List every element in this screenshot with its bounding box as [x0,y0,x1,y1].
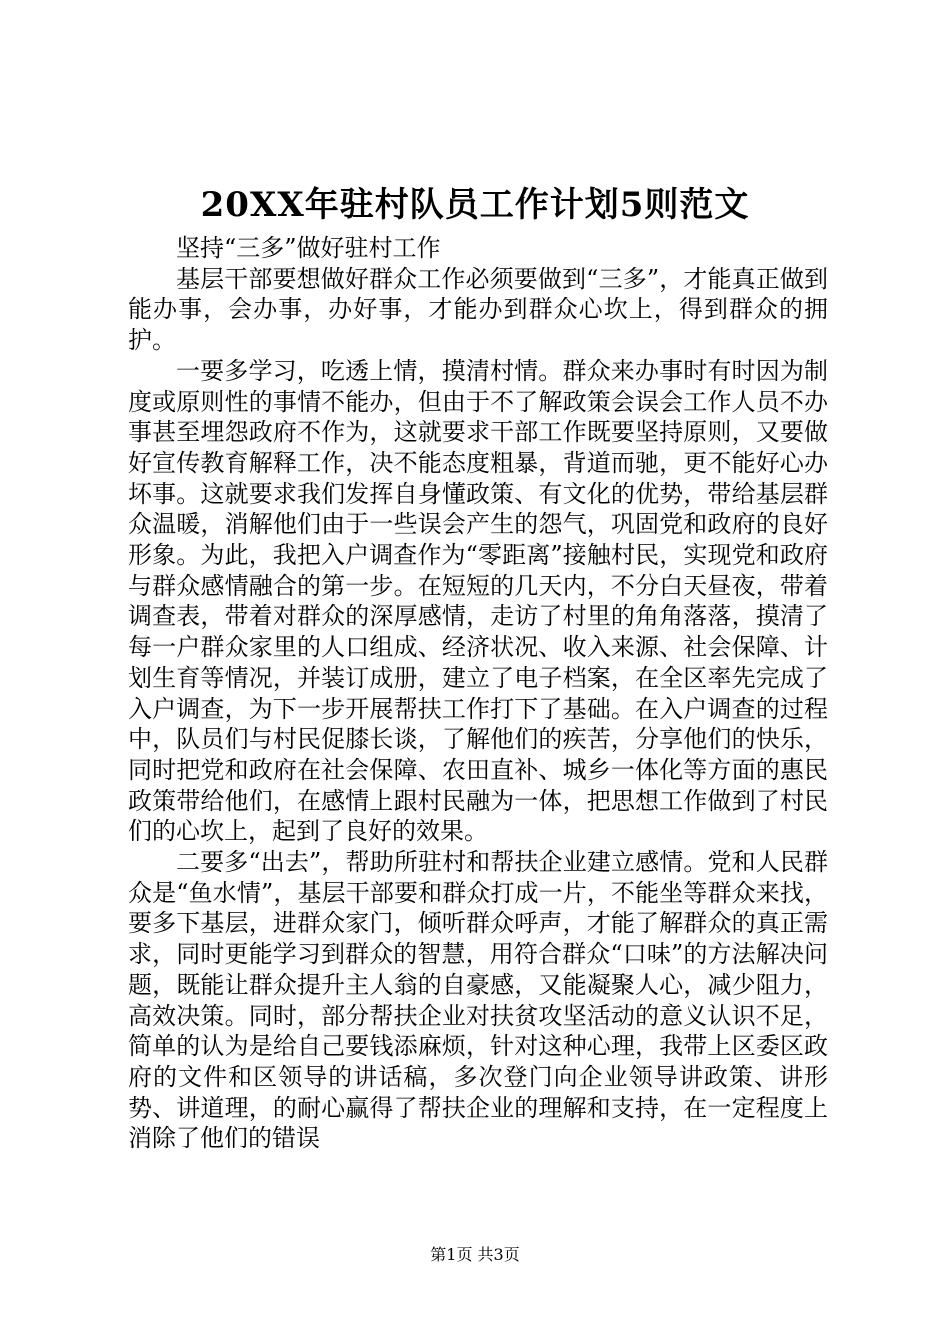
document-title: 20XX年驻村队员工作计划5则范文 [200,185,750,225]
document-body [128,233,828,1154]
body-paragraph: 二要多“出去”，帮助所驻村和帮扶企业建立感情。党和人民群众是“鱼水情”，基层干部要和群众打成一片，不能坐等群众来找，要多下基层，进群众家门，倾听群众呼声，才能了解群众的真正需求，同时更能学习到群众的智慧，用符合群众“口味”的方法解决问题，既能让群众提升主人翁的自豪感，又能凝聚人心，减少阻力，高效决策。同时，部分帮扶企业对扶贫攻坚活动的意义认识不足，简单的认为是给自己要钱添麻烦，针对这种心理，我带上区委区政府的文件和区领导的讲话稿，多次登门向企业领导讲政策、讲形势、讲道理，的耐心赢得了帮扶企业的理解和支持，在一定程度上消除了他们的错误 [128,848,828,1153]
page-footer: 第1页 共3页 [430,1245,520,1264]
section-heading: 坚持“三多”做好驻村工作 [176,234,441,262]
body-paragraph: 一要多学习，吃透上情，摸清村情。群众来办事时有时因为制度或原则性的事情不能办，但由于不了解政策会误会工作人员不办事甚至埋怨政府不作为，这就要求干部工作既要坚持原则，又要做好宣传教育解释工作，决不能态度粗暴，背道而驰，更不能好心办坏事。这就要求我们发挥自身懂政策、有文化的优势，带给基层群众温暖，消解他们由于一些误会产生的怨气，巩固党和政府的良好形象。为此，我把入户调查作为“零距离”接触村民，实现党和政府与群众感情融合的第一步。在短短的几天内，不分白天昼夜，带着调查表，带着对群众的深厚感情，走访了村里的角角落落，摸清了每一户群众家里的人口组成、经济状况、收入来源、社会保障、计划生育等情况，并装订成册，建立了电子档案，在全区率先完成了入户调查，为下一步开展帮扶工作打下了基础。在入户调查的过程中，队员们与村民促膝长谈，了解他们的疾苦，分享他们的快乐，同时把党和政府在社会保障、农田直补、城乡一体化等方面的惠民政策带给他们，在感情上跟村民融为一体，把思想工作做到了村民们的心坎上，起到了良好的效果。 [128,356,828,846]
body-paragraph: 基层干部要想做好群众工作必须要做到“三多”，才能真正做到能办事，会办事，办好事，才能办到群众心坎上，得到群众的拥护。 [128,264,828,355]
